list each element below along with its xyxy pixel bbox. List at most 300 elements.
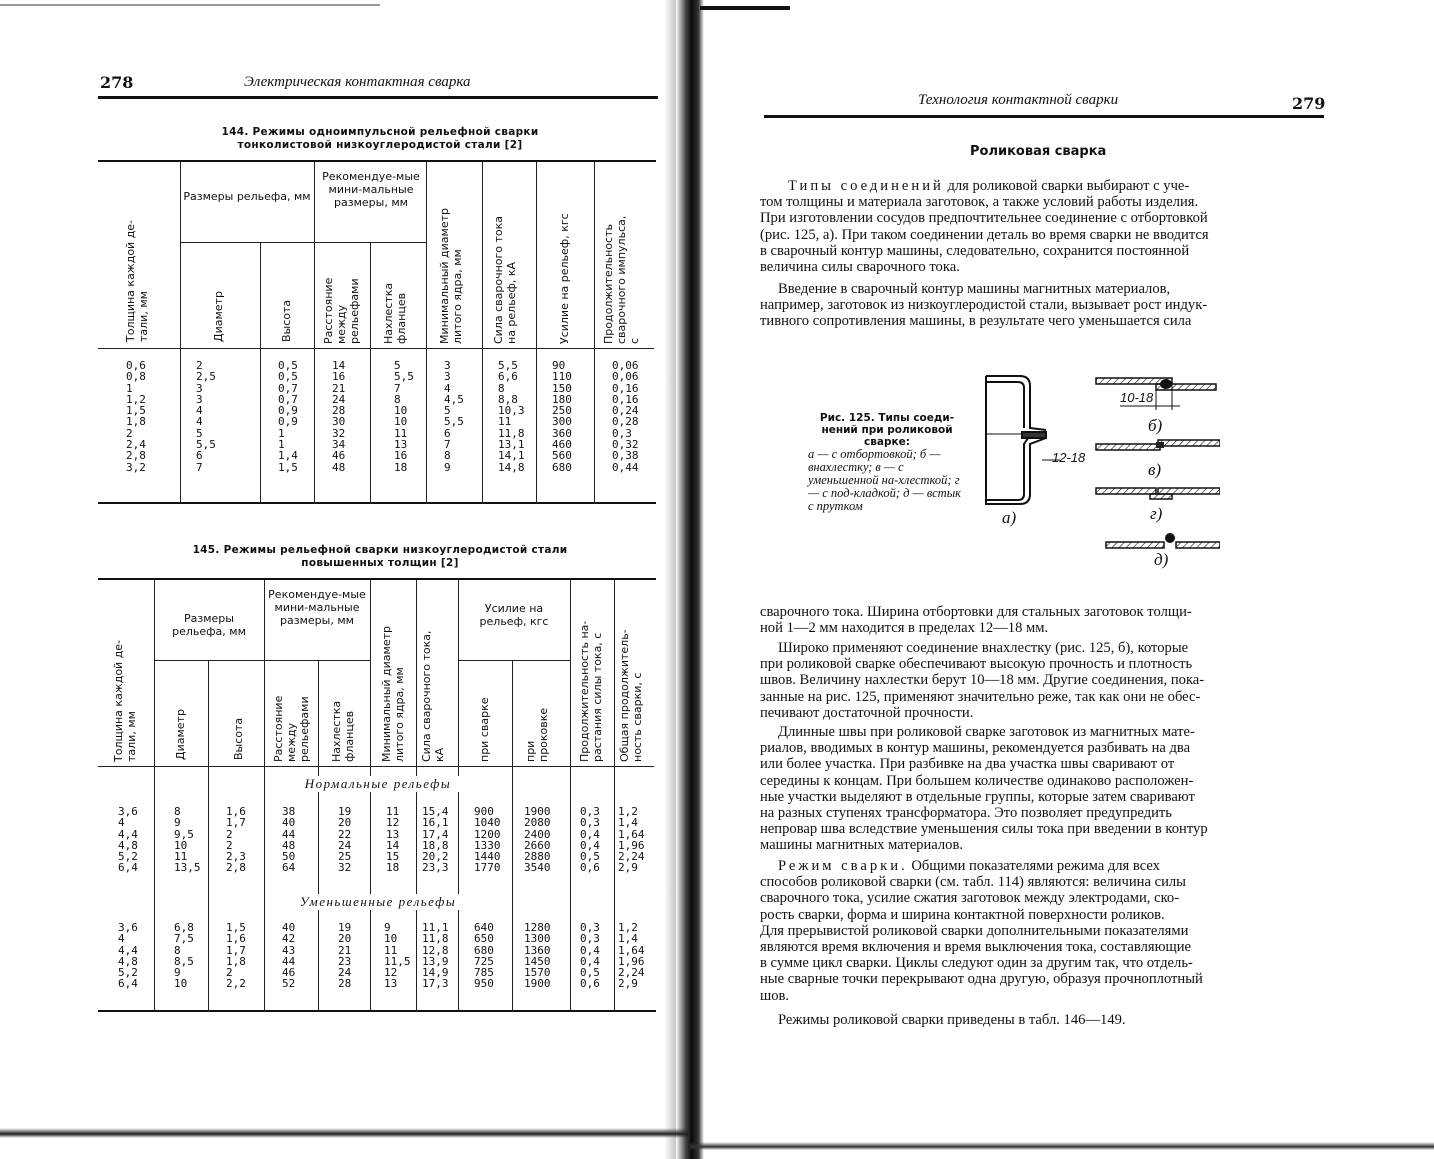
table-cell: 10 bbox=[174, 977, 188, 991]
table-cell: 12 bbox=[384, 966, 398, 980]
table-cell: 2660 bbox=[524, 838, 551, 852]
table-cell: 10 bbox=[394, 415, 408, 429]
table-cell: 13,5 bbox=[174, 861, 201, 875]
table-cell: 680 bbox=[474, 943, 494, 957]
col-current bbox=[422, 922, 449, 990]
table-145-title: 145. Режимы рельефной сварки низкоуглеродистой стали повышенных толщин [2] bbox=[192, 544, 568, 569]
table-cell: 5,5 bbox=[444, 415, 464, 429]
scan-edge bbox=[0, 1128, 690, 1138]
paragraph-6: Режим сварки. Общими показателями режима для всех способов роликовой сварки (см. табл. 114) являются: величина силы сварочного тока, усилие сжатия заготовок между электродами, ско- рость сварки, форма и ширина контактной поверхности роликов. Для прерывистой роликовой сварки дополнительными показателями являются время включения и время выключения тока, составляющие в сумме цикл сварки. Циклы следуют один за другим так, что отдель- ные сварные точки перекрывают одна другую, образуя прочноплотный шов. bbox=[760, 858, 1316, 1004]
text-line: на разных ступенях трансформатора. Это позволяет предупредить bbox=[760, 805, 1172, 822]
table-cell: 1,8 bbox=[226, 954, 246, 968]
col-thickness bbox=[126, 360, 146, 473]
table-cell: 180 bbox=[552, 392, 572, 406]
text-line: при роликовой сварке обеспечивают высокую прочность и плотность bbox=[760, 656, 1193, 673]
text-line: шов. bbox=[760, 987, 790, 1004]
table-cell: 3 bbox=[444, 359, 451, 372]
table-cell: 360 bbox=[552, 426, 572, 440]
col-total bbox=[618, 922, 645, 990]
table-cell: 23 bbox=[338, 954, 352, 968]
table-cell: 0,3 bbox=[580, 932, 600, 946]
section-title: Роликовая сварка bbox=[970, 144, 1107, 159]
table-cell: 0,9 bbox=[278, 404, 298, 418]
table-cell: 2,9 bbox=[618, 977, 638, 991]
table-cell: 8 bbox=[394, 392, 401, 406]
table-cell: 3,6 bbox=[118, 921, 138, 934]
table-cell: 22 bbox=[338, 827, 352, 841]
table-cell: 2 bbox=[226, 827, 233, 841]
table-cell: 2 bbox=[196, 359, 203, 372]
table-cell: 680 bbox=[552, 460, 572, 474]
header-rise: Продолжительность на- растания силы тока, с bbox=[578, 620, 604, 762]
table-cell: 10 bbox=[174, 838, 188, 852]
table-cell: 20 bbox=[338, 932, 352, 946]
col-force-forge bbox=[524, 922, 551, 990]
table-cell: 1040 bbox=[474, 816, 501, 830]
col-min-core bbox=[384, 922, 411, 990]
paragraph-1: Типы соединений для роликовой сварки выбирают с уче- том толщины и материала заготовок, а также условий работы изделия. При изготовлении сосудов предпочтительнее соединение с отбортовкой (рис. 125, а). При таком соединении деталь во время сварки не вводится в сварочный контур машины, следовательно, сохранится постоянной величина силы сварочного тока. bbox=[760, 178, 1316, 275]
col-overlap bbox=[394, 360, 414, 473]
table-cell: 0,7 bbox=[278, 381, 298, 395]
table-cell: 0,5 bbox=[278, 370, 298, 384]
header-rule bbox=[98, 96, 658, 99]
table-cell: 1,6 bbox=[226, 932, 246, 946]
col-height bbox=[226, 922, 246, 990]
col-diameter bbox=[196, 360, 216, 473]
table-cell: 9 bbox=[174, 816, 181, 830]
table-cell: 4,5 bbox=[444, 392, 464, 406]
col-force-forge bbox=[524, 806, 551, 874]
table-cell: 11 bbox=[386, 805, 400, 818]
table-cell: 6 bbox=[196, 449, 203, 463]
table-cell: 9 bbox=[384, 921, 391, 934]
table-cell: 0,38 bbox=[612, 449, 639, 463]
table-cell: 0,5 bbox=[278, 359, 298, 372]
table-cell: 4 bbox=[196, 415, 203, 429]
header-force-forge: при проковке bbox=[524, 707, 550, 762]
scan-edge bbox=[700, 6, 790, 10]
table-cell: 11,1 bbox=[422, 921, 449, 934]
table-cell: 16 bbox=[332, 370, 346, 384]
table-cell: 1450 bbox=[524, 954, 551, 968]
table-cell: 0,4 bbox=[580, 827, 600, 841]
table-cell: 1330 bbox=[474, 838, 501, 852]
table-cell: 1280 bbox=[524, 921, 551, 934]
table-cell: 14,1 bbox=[498, 449, 525, 463]
table-cell: 250 bbox=[552, 404, 572, 418]
table-cell: 3 bbox=[444, 370, 451, 384]
col-force bbox=[552, 360, 572, 473]
table-cell: 0,4 bbox=[580, 954, 600, 968]
table-cell: 1,5 bbox=[278, 460, 298, 474]
table-cell: 16,1 bbox=[422, 816, 449, 830]
header-height: Высота bbox=[232, 717, 245, 760]
page-number-left: 278 bbox=[100, 73, 134, 92]
table-cell: 2 bbox=[126, 426, 133, 440]
table-cell: 1,5 bbox=[126, 404, 146, 418]
table-cell: 300 bbox=[552, 415, 572, 429]
table-cell: 5,2 bbox=[118, 966, 138, 980]
table-cell: 0,5 bbox=[580, 850, 600, 864]
table-cell: 1,2 bbox=[618, 921, 638, 934]
table-cell: 9,5 bbox=[174, 827, 194, 841]
dim-overlap: 10-18 bbox=[1120, 390, 1154, 405]
table-cell: 44 bbox=[282, 954, 296, 968]
table-cell: 90 bbox=[552, 359, 566, 372]
table-cell: 1,4 bbox=[618, 816, 638, 830]
text-line: рость сварки, форма и ширина контактной поверхности роликов. bbox=[760, 906, 1165, 923]
col-duration bbox=[612, 360, 639, 473]
text-line: являются время включения и время выключения тока, составляющие bbox=[760, 939, 1192, 956]
table-cell: 12 bbox=[386, 816, 400, 830]
table-cell: 0,32 bbox=[612, 438, 639, 452]
table-cell: 9 bbox=[174, 966, 181, 980]
scan-edge bbox=[690, 1142, 1434, 1150]
table-cell: 1,64 bbox=[618, 943, 645, 957]
table-cell: 7 bbox=[394, 381, 401, 395]
table-cell: 1300 bbox=[524, 932, 551, 946]
col-force-weld bbox=[474, 806, 501, 874]
header-rule bbox=[764, 115, 1324, 118]
text-line: печивают достаточной прочности. bbox=[760, 704, 974, 721]
table-cell: 40 bbox=[282, 816, 296, 830]
table-cell: 150 bbox=[552, 381, 572, 395]
table-cell: 16 bbox=[394, 449, 408, 463]
text-line: ные сварные точки перекрывают одна другую, образуя прочноплотный bbox=[760, 971, 1203, 988]
table-cell: 1 bbox=[278, 426, 285, 440]
table-cell: 17,3 bbox=[422, 977, 449, 991]
table-cell: 1 bbox=[126, 381, 133, 395]
header-rec-dims: Рекомендуе-мые мини-мальные размеры, мм bbox=[322, 170, 420, 209]
col-rise bbox=[580, 806, 600, 874]
table-cell: 40 bbox=[282, 921, 296, 934]
table-cell: 19 bbox=[338, 921, 352, 934]
table-cell: 13 bbox=[394, 438, 408, 452]
text-line: Введение в сварочный контур машины магнитных материалов, bbox=[778, 281, 1171, 297]
table-cell: 4,8 bbox=[118, 838, 138, 852]
table-cell: 0,5 bbox=[580, 966, 600, 980]
table-cell: 0,06 bbox=[612, 370, 639, 384]
table-cell: 11 bbox=[174, 850, 188, 864]
header-diameter: Диаметр bbox=[174, 709, 187, 760]
col-distance bbox=[332, 360, 345, 473]
joint-d-butt-rod bbox=[1106, 533, 1220, 548]
text-line: машины магнитных материалов. bbox=[760, 837, 964, 854]
table-cell: 3,2 bbox=[126, 460, 146, 474]
table-cell: 0,3 bbox=[612, 426, 632, 440]
dim-flange: 12-18 bbox=[1052, 450, 1086, 465]
paragraph-lines bbox=[760, 874, 1316, 1004]
table-cell: 20 bbox=[338, 816, 352, 830]
table-cell: 2080 bbox=[524, 816, 551, 830]
table-cell: 8 bbox=[174, 805, 181, 818]
table-cell: 18,8 bbox=[422, 838, 449, 852]
table-cell: 9 bbox=[444, 460, 451, 474]
table-cell: 5,5 bbox=[196, 438, 216, 452]
scan-edge bbox=[0, 4, 380, 6]
joint-b-overlap bbox=[1096, 378, 1216, 410]
table-cell: 1,96 bbox=[618, 838, 645, 852]
table-cell: 8 bbox=[444, 449, 451, 463]
table-cell: 30 bbox=[332, 415, 346, 429]
col-min-core bbox=[386, 806, 399, 874]
col-force-weld bbox=[474, 922, 494, 990]
table-cell: 13 bbox=[386, 827, 400, 841]
table-cell: 0,6 bbox=[580, 861, 600, 875]
table-cell: 8 bbox=[174, 943, 181, 957]
table-cell: 32 bbox=[338, 861, 352, 875]
paragraph-lines bbox=[760, 604, 1316, 636]
table-cell: 4,8 bbox=[118, 954, 138, 968]
figure-caption: Рис. 125. Типы соеди-нений при роликовой сварке: а — с отбортовкой; б — внахлестку; в — с уменьшенной на-хлесткой; г — с под-кладкой; д — встык с прутком bbox=[808, 412, 962, 513]
header-min-core: Минимальный диаметр литого ядра, мм bbox=[380, 625, 406, 762]
table-cell: 48 bbox=[282, 838, 296, 852]
table-144 bbox=[98, 160, 656, 504]
table-cell: 2880 bbox=[524, 850, 551, 864]
section-reduced: Уменьшенные рельефы bbox=[268, 894, 488, 910]
text-line: (рис. 125, а). При таком соединении деталь во время сварки не вводится bbox=[760, 226, 1209, 243]
table-cell: 4 bbox=[118, 816, 125, 830]
table-cell: 18 bbox=[386, 861, 400, 875]
paragraph-lines bbox=[760, 640, 1316, 721]
table-cell: 14,8 bbox=[498, 460, 525, 474]
table-cell: 5 bbox=[444, 404, 451, 418]
table-cell: 0,24 bbox=[612, 404, 639, 418]
table-cell: 42 bbox=[282, 932, 296, 946]
paragraph-7: Режимы роликовой сварки приведены в табл. 146—149. bbox=[778, 1012, 1126, 1028]
text-line: занные на рис. 125, применяют значительно реже, так как они не обес- bbox=[760, 688, 1201, 705]
figure-125-drawing bbox=[980, 368, 1220, 578]
table-cell: 48 bbox=[332, 460, 346, 474]
header-distance: Расстояние между рельефами bbox=[322, 277, 361, 344]
col-distance bbox=[282, 806, 295, 874]
table-144-title: 144. Режимы одноимпульсной рельефной сварки тонколистовой низкоуглеродистой стали [2] bbox=[221, 126, 539, 151]
table-cell: 2,8 bbox=[126, 449, 146, 463]
header-force-weld: при сварке bbox=[478, 697, 491, 762]
table-cell: 2,4 bbox=[126, 438, 146, 452]
table-cell: 0,6 bbox=[580, 977, 600, 991]
table-cell: 5,2 bbox=[118, 850, 138, 864]
table-cell: 11 bbox=[394, 426, 408, 440]
text-line: середины к концам. При большем количестве одинаково расположен- bbox=[760, 772, 1194, 789]
table-cell: 2,2 bbox=[226, 977, 246, 991]
running-head-right: Технология контактной сварки bbox=[918, 92, 1119, 108]
table-cell: 640 bbox=[474, 921, 494, 934]
table-cell: 15 bbox=[386, 850, 400, 864]
table-cell: 13,1 bbox=[498, 438, 525, 452]
joint-v-reduced-overlap bbox=[1096, 440, 1220, 450]
header-relief-dims: Размеры рельефа, мм bbox=[183, 190, 311, 203]
col-height bbox=[226, 806, 246, 874]
table-145 bbox=[98, 578, 656, 1012]
table-cell: 18 bbox=[394, 460, 408, 474]
table-cell: 6 bbox=[444, 426, 451, 440]
table-cell: 0,4 bbox=[580, 838, 600, 852]
table-cell: 11 bbox=[384, 943, 398, 957]
table-cell: 11 bbox=[498, 415, 512, 429]
table-cell: 1,6 bbox=[226, 805, 246, 818]
text-line: в сварочный контур машины, следовательно, сохранится постоянной bbox=[760, 242, 1190, 259]
table-cell: 3 bbox=[196, 381, 203, 395]
joint-g-backing bbox=[1096, 488, 1220, 499]
table-cell: 13 bbox=[384, 977, 398, 991]
table-cell: 1,7 bbox=[226, 816, 246, 830]
running-head-left: Электрическая контактная сварка bbox=[244, 74, 471, 90]
table-cell: 560 bbox=[552, 449, 572, 463]
table-cell: 2 bbox=[226, 838, 233, 852]
table-cell: 950 bbox=[474, 977, 494, 991]
table-cell: 650 bbox=[474, 932, 494, 946]
header-relief-dims: Размеры рельефа, мм bbox=[172, 612, 246, 638]
table-cell: 0,3 bbox=[580, 921, 600, 934]
table-cell: 7 bbox=[196, 460, 203, 474]
section-normal: Нормальные рельефы bbox=[278, 776, 478, 792]
table-cell: 6,8 bbox=[174, 921, 194, 934]
table-cell: 8,8 bbox=[498, 392, 518, 406]
table-cell: 2,5 bbox=[196, 370, 216, 384]
text-line: сварочного тока. Ширина отбортовки для стальных заготовок толщи- bbox=[760, 604, 1192, 620]
table-cell: 4,4 bbox=[118, 827, 138, 841]
text-line: При изготовлении сосудов предпочтительнее соединение с отбортовкой bbox=[760, 210, 1208, 227]
table-cell: 1,4 bbox=[618, 932, 638, 946]
table-cell: 15,4 bbox=[422, 805, 449, 818]
table-cell: 6,4 bbox=[118, 977, 138, 991]
table-cell: 2 bbox=[226, 966, 233, 980]
table-cell: 25 bbox=[338, 850, 352, 864]
text-line: или более участка. При разбивке на два участка швы сваривают от bbox=[760, 756, 1175, 773]
col-height bbox=[278, 360, 298, 473]
header-distance: Расстояние между рельефами bbox=[272, 695, 311, 762]
table-cell: 1570 bbox=[524, 966, 551, 980]
text-line: ной 1—2 мм находится в пределах 12—18 мм. bbox=[760, 620, 1049, 637]
text-line: Длинные швы при роликовой сварке заготовок из магнитных мате- bbox=[778, 724, 1195, 740]
table-cell: 24 bbox=[332, 392, 346, 406]
table-cell: 10 bbox=[394, 404, 408, 418]
table-cell: 20,2 bbox=[422, 850, 449, 864]
label-b: б) bbox=[1148, 416, 1163, 435]
table-cell: 4,4 bbox=[118, 943, 138, 957]
table-cell: 0,28 bbox=[612, 415, 639, 429]
table-cell: 5 bbox=[196, 426, 203, 440]
table-cell: 1200 bbox=[474, 827, 501, 841]
table-cell: 24 bbox=[338, 838, 352, 852]
table-cell: 38 bbox=[282, 805, 296, 818]
text-line: величина силы сварочного тока. bbox=[760, 259, 960, 276]
text-line: сварочного тока, усилие сжатия заготовок между электродами, ско- bbox=[760, 890, 1180, 907]
table-cell: 5,5 bbox=[498, 359, 518, 372]
table-cell: 19 bbox=[338, 805, 352, 818]
table-cell: 11,8 bbox=[422, 932, 449, 946]
col-distance bbox=[282, 922, 295, 990]
col-current bbox=[498, 360, 525, 473]
table-cell: 46 bbox=[282, 966, 296, 980]
table-cell: 6,4 bbox=[118, 861, 138, 875]
table-cell: 1440 bbox=[474, 850, 501, 864]
table-cell: 0,8 bbox=[126, 370, 146, 384]
table-cell: 7,5 bbox=[174, 932, 194, 946]
text-line: Широко применяют соединение внахлестку (рис. 125, б), которые bbox=[778, 640, 1189, 656]
header-force: Усилие на рельеф, кгс bbox=[558, 213, 571, 344]
label-g: г) bbox=[1150, 504, 1163, 523]
text-line: том толщины и материала заготовок, а также условий работы изделия. bbox=[760, 194, 1199, 211]
table-cell: 1 bbox=[278, 438, 285, 452]
paragraph-lines bbox=[760, 724, 1316, 854]
header-duration: Продолжительность сварочного импульса, с bbox=[602, 215, 641, 344]
paragraph-lines bbox=[760, 281, 1316, 330]
table-cell: 1,2 bbox=[618, 805, 638, 818]
table-cell: 8,5 bbox=[174, 954, 194, 968]
table-cell: 10,3 bbox=[498, 404, 525, 418]
table-cell: 2,9 bbox=[618, 861, 638, 875]
col-thickness bbox=[118, 922, 138, 990]
table-cell: 21 bbox=[338, 943, 352, 957]
table-cell: 1,8 bbox=[126, 415, 146, 429]
table-cell: 0,4 bbox=[580, 943, 600, 957]
paragraph-2 bbox=[760, 281, 1316, 330]
table-cell: 5 bbox=[394, 359, 401, 372]
header-total: Общая продолжитель- ность сварки, с bbox=[618, 629, 644, 762]
table-cell: 2,3 bbox=[226, 850, 246, 864]
header-height: Высота bbox=[280, 299, 293, 342]
joint-a-flanged bbox=[986, 376, 1046, 504]
header-overlap: Нахлестка фланцев bbox=[382, 282, 408, 344]
table-cell: 14 bbox=[386, 838, 400, 852]
spine-shadow bbox=[664, 0, 676, 1159]
header-force: Усилие на рельеф, кгс bbox=[479, 602, 549, 628]
col-total bbox=[618, 806, 645, 874]
table-cell: 4 bbox=[444, 381, 451, 395]
table-cell: 34 bbox=[332, 438, 346, 452]
paragraph-lines bbox=[760, 194, 1316, 275]
col-diameter bbox=[174, 922, 194, 990]
table-cell: 0,16 bbox=[612, 392, 639, 406]
table-cell: 1900 bbox=[524, 805, 551, 818]
table-cell: 46 bbox=[332, 449, 346, 463]
table-cell: 1,64 bbox=[618, 827, 645, 841]
table-cell: 2400 bbox=[524, 827, 551, 841]
table-cell: 1,5 bbox=[226, 921, 246, 934]
table-cell: 6,6 bbox=[498, 370, 518, 384]
paragraph-5 bbox=[760, 724, 1316, 854]
col-current bbox=[422, 806, 449, 874]
table-cell: 10 bbox=[384, 932, 398, 946]
text-line: например, заготовок из низкоуглеродистой стали, вызывает рост индук- bbox=[760, 297, 1208, 314]
text-line: непровар шва вследствие уменьшения силы тока при введении в контур bbox=[760, 821, 1208, 838]
table-cell: 0,3 bbox=[580, 816, 600, 830]
text-line: способов роликовой сварки (см. табл. 114) являются: величина силы bbox=[760, 874, 1186, 891]
label-d: д) bbox=[1154, 550, 1169, 569]
col-diameter bbox=[174, 806, 201, 874]
table-cell: 0,44 bbox=[612, 460, 639, 474]
col-overlap bbox=[338, 806, 351, 874]
table-cell: 1,2 bbox=[126, 392, 146, 406]
table-cell: 44 bbox=[282, 827, 296, 841]
text-line: риалов, вводимых в контур машины, рекомендуется разбивать на два bbox=[760, 740, 1191, 757]
table-cell: 785 bbox=[474, 966, 494, 980]
table-cell: 32 bbox=[332, 426, 346, 440]
table-cell: 64 bbox=[282, 861, 296, 875]
table-cell: 110 bbox=[552, 370, 572, 384]
table-cell: 21 bbox=[332, 381, 346, 395]
table-cell: 1900 bbox=[524, 977, 551, 991]
table-cell: 43 bbox=[282, 943, 296, 957]
table-cell: 17,4 bbox=[422, 827, 449, 841]
table-cell: 2,24 bbox=[618, 850, 645, 864]
table-cell: 1,4 bbox=[278, 449, 298, 463]
header-overlap: Нахлестка фланцев bbox=[330, 700, 356, 762]
table-cell: 50 bbox=[282, 850, 296, 864]
table-cell: 3 bbox=[196, 392, 203, 406]
